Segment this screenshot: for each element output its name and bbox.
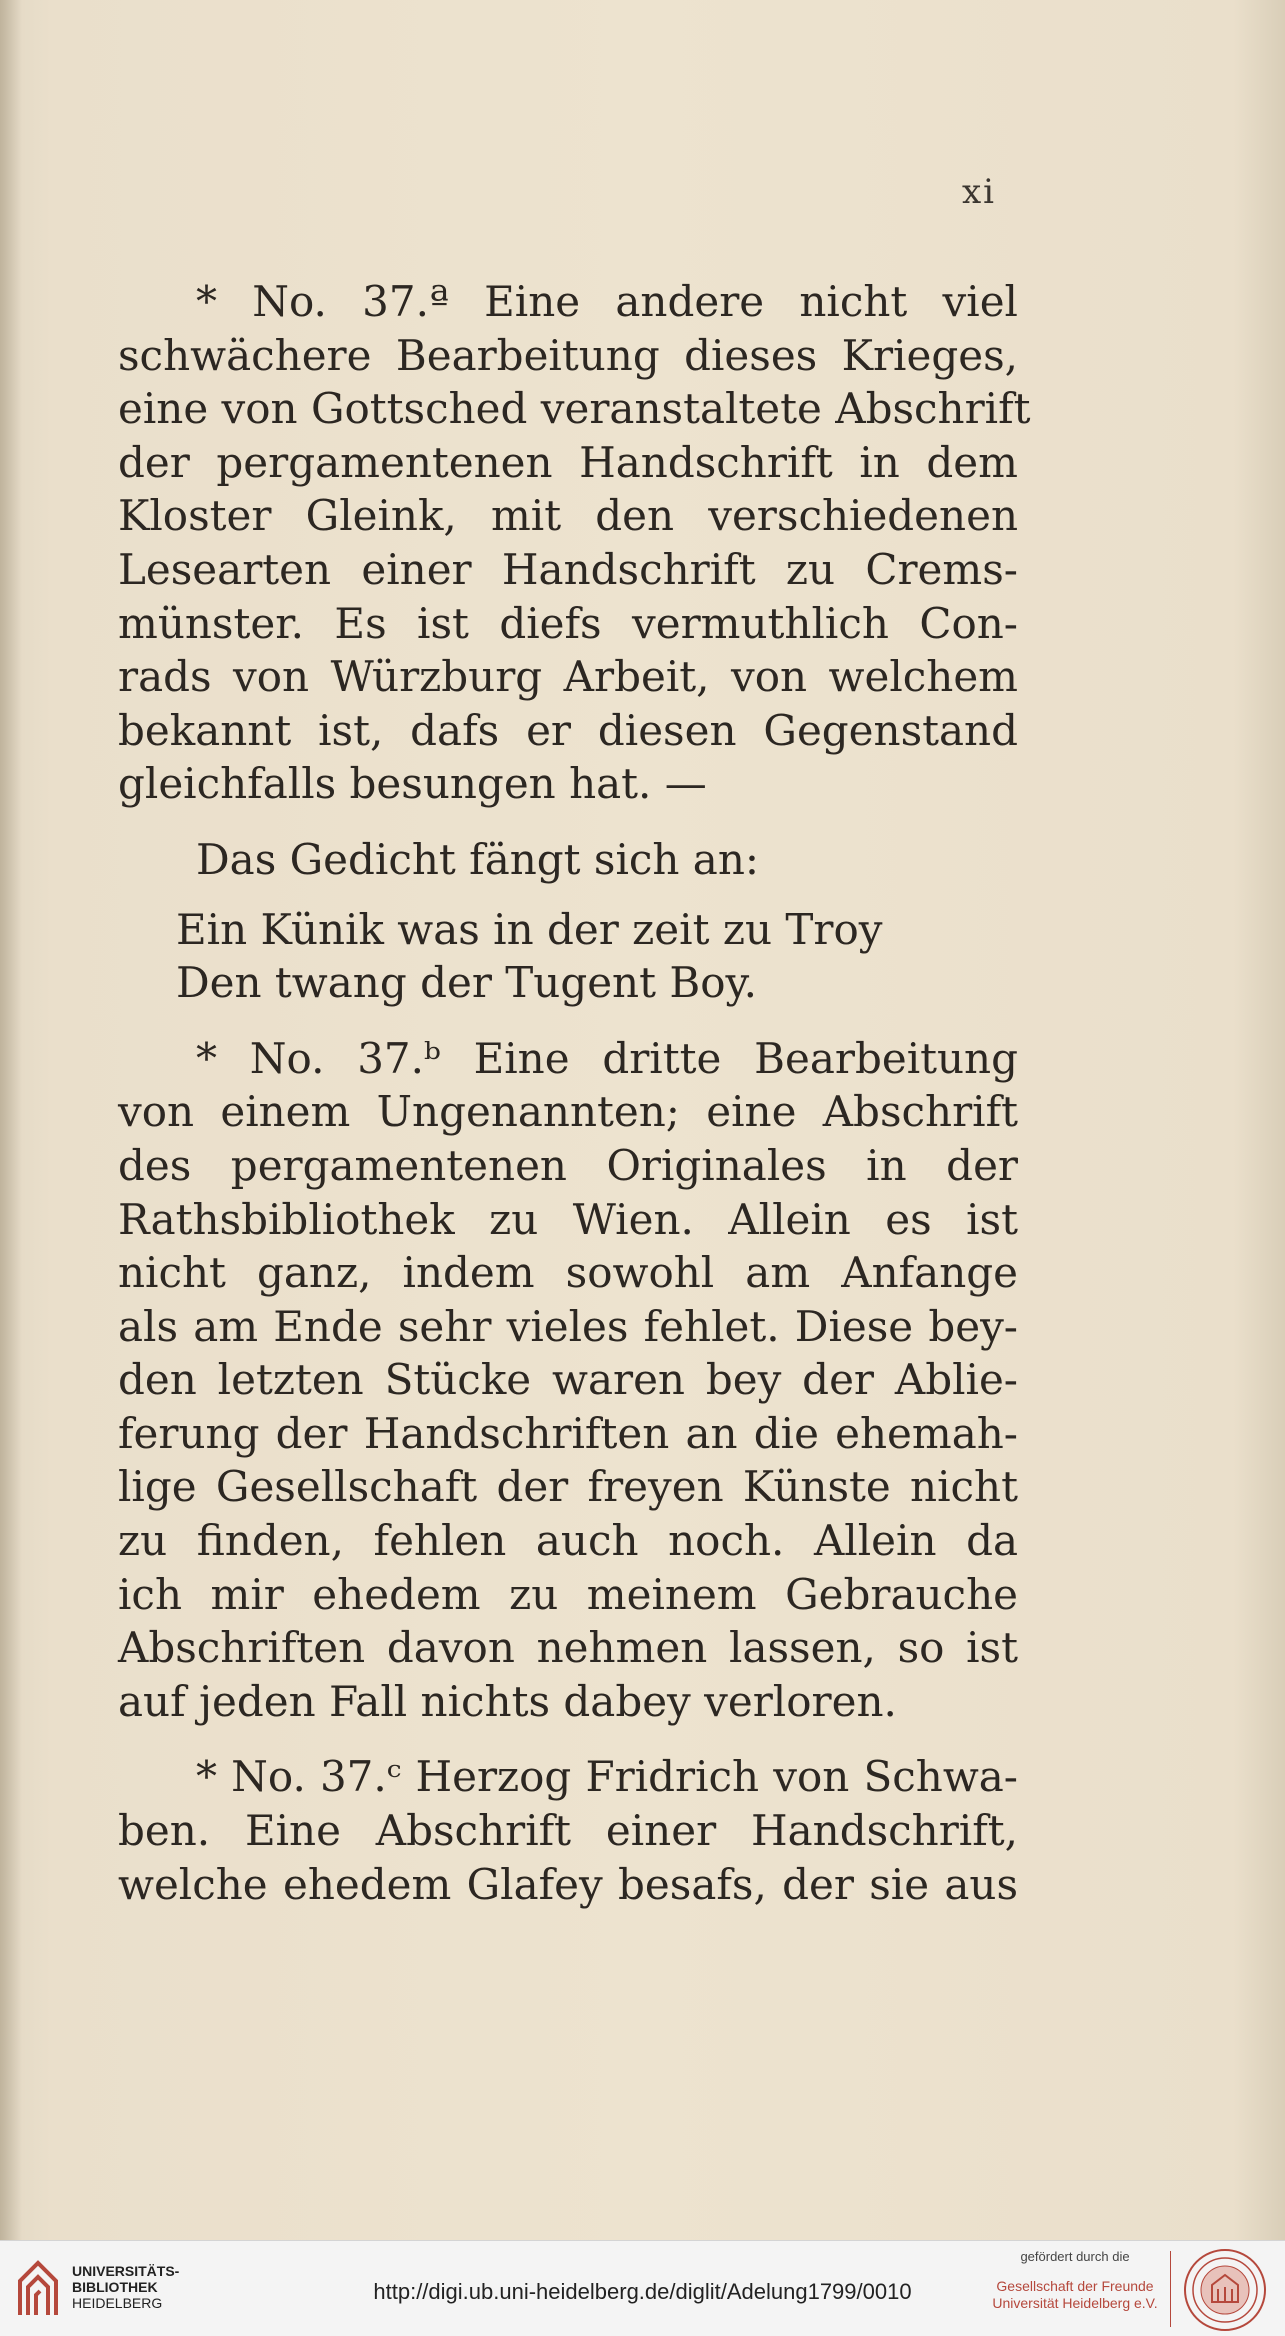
library-city: HEIDELBERG [72,2295,163,2311]
text-line: von einem Ungenannten; eine Abschrift [118,1087,1018,1137]
text-line: rads von Würzburg Arbeit, von welchem [118,652,1018,702]
text-line: eine von Gottsched veranstaltete Abschrift [118,384,1031,434]
text-line: münster. Es ist diefs vermuthlich Con- [118,598,1018,648]
text-line: ich mir ehedem zu meinem Gebrauche [118,1569,1018,1619]
text-line: Rathsbibliothek zu Wien. Allein es ist [118,1194,1018,1244]
sponsor-prefix: gefördert durch die [1020,2249,1130,2264]
text-line: * No. 37.ᵇ Eine dritte Bearbeitung [196,1033,1018,1083]
text-line: zu finden, fehlen auch noch. Allein da [118,1516,1018,1566]
viewer-footer [0,2240,1285,2336]
text-line: nicht ganz, indem sowohl am Anfange [118,1248,1018,1298]
text-line: des pergamentenen Originales in der [118,1140,1018,1190]
sponsor-name [985,2278,1165,2312]
permalink-url[interactable]: http://digi.ub.uni-heidelberg.de/diglit/Adelung1799/0010 [373,2279,912,2304]
text-line: ben. Eine Abschrift einer Handschrift, [118,1806,1018,1856]
university-seal-icon [1182,2247,1268,2333]
text-line: Abschriften davon nehmen lassen, so ist [118,1623,1018,1673]
text-line: * No. 37.ª Eine andere nicht viel [196,277,1018,326]
verse-line: Ein Künik was in der zeit zu Troy [176,904,883,954]
text-line: Kloster Gleink, mit den verschiedenen [118,491,1018,541]
page-number: xi [962,172,997,212]
text-line: auf jeden Fall nichts dabey verloren. [118,1676,897,1726]
verse-line: Den twang der Tugent Boy. [176,958,757,1008]
text-line: gleichfalls besungen hat. — [118,759,707,809]
text-line: der pergamentenen Handschrift in dem [118,437,1018,487]
sponsor-divider [1170,2251,1171,2327]
sponsor-block [985,2249,1165,2312]
text-line: Lesearten einer Handschrift zu Crems- [118,544,1018,594]
library-name-line2: BIBLIOTHEK [72,2279,158,2295]
page-gutter-shadow [0,0,22,2240]
text-line: * No. 37.ᶜ Herzog Fridrich von Schwa- [196,1752,1018,1802]
sponsor-name-line2: Universität Heidelberg e.V. [992,2295,1158,2311]
text-line: bekannt ist, dafs er diesen Gegenstand [118,705,1018,755]
text-line: welche ehedem Glafey besafs, der sie aus [118,1859,1018,1909]
text-line: den letzten Stücke waren bey der Ablie- [118,1355,1018,1405]
text-line: lige Gesellschaft der freyen Künste nicht [118,1462,1018,1512]
body-text [118,275,1031,1911]
text-line: schwächere Bearbeitung dieses Krieges, [118,330,1018,380]
text-line: als am Ende sehr vieles fehlet. Diese bey- [118,1301,1018,1351]
library-name-line1: UNIVERSITÄTS- [72,2263,180,2279]
text-line: Das Gedicht fängt sich an: [196,834,760,884]
text-line: ferung der Handschriften an die ehemah- [118,1408,1018,1458]
sponsor-name-line1: Gesellschaft der Freunde [996,2278,1154,2294]
